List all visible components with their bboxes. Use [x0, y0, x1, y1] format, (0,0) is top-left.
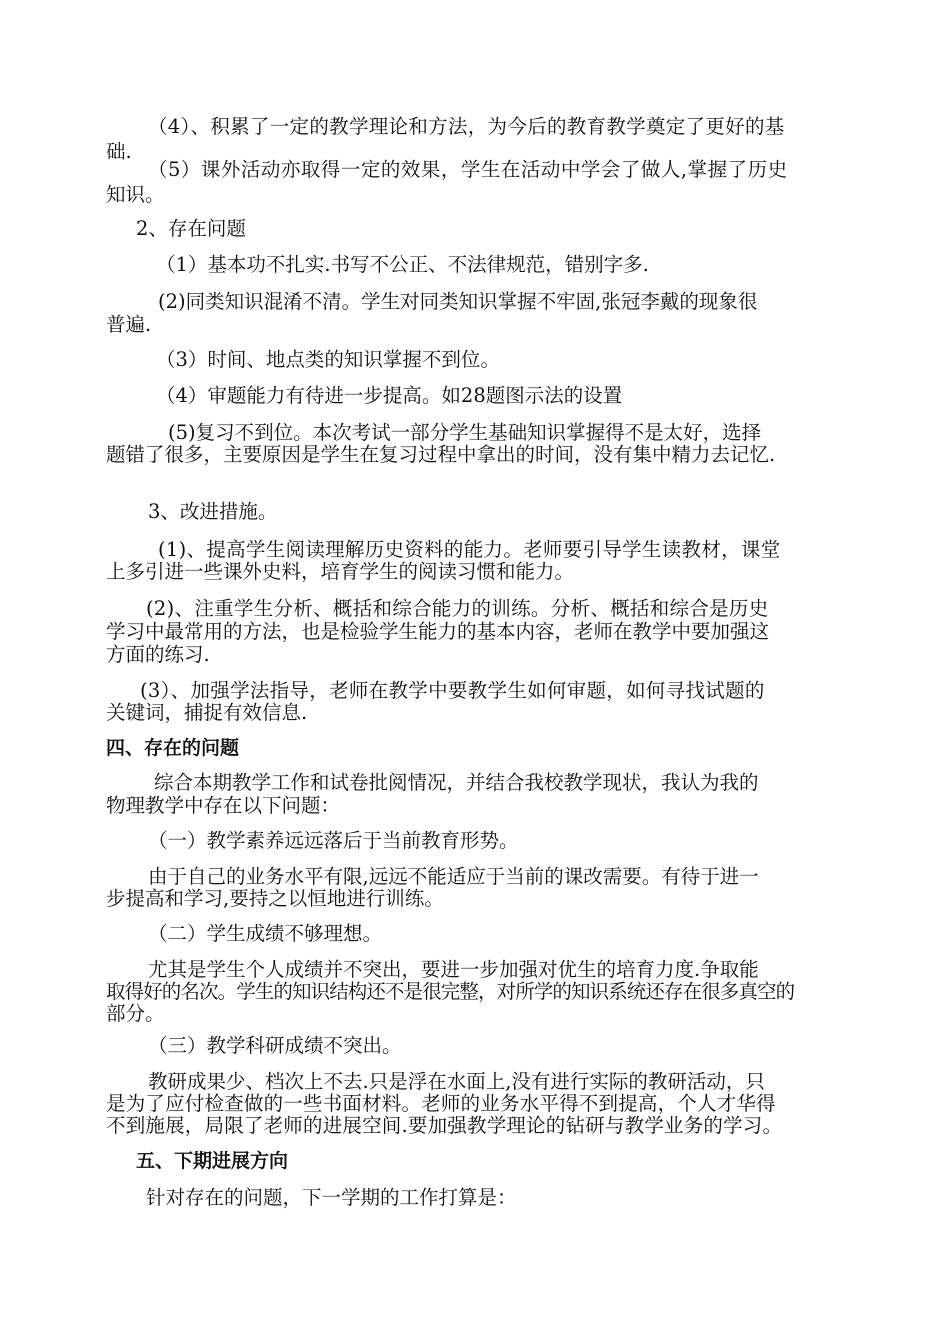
paragraph-line: 学习中最常用的方法，也是检验学生能力的基本内容，老师在教学中要加强这	[106, 620, 770, 643]
paragraph-line: 题错了很多，主要原因是学生在复习过程中拿出的时间，没有集中精力去记忆.	[106, 443, 776, 466]
paragraph-line: （4）、积累了一定的教学理论和方法，为今后的教育教学奠定了更好的基	[148, 115, 785, 138]
paragraph-line: 教研成果少、档次上不去.只是浮在水面上,没有进行实际的教研活动，只	[148, 1070, 765, 1093]
paragraph-line: 部分。	[106, 1002, 165, 1025]
paragraph-line: 尤其是学生个人成绩并不突出，要进一步加强对优生的培育力度.争取能	[148, 958, 759, 981]
paragraph-line: 取得好的名次。学生的知识结构还不是很完整，对所学的知识系统还存在很多真空的	[106, 980, 795, 1003]
paragraph-line: 针对存在的问题，下一学期的工作打算是：	[146, 1186, 517, 1209]
paragraph-line: （1）基本功不扎实.书写不公正、不法律规范，错别字多.	[156, 253, 649, 276]
paragraph-line: (3）、加强学法指导，老师在教学中要教学生如何审题，如何寻找试题的	[140, 679, 765, 702]
paragraph-line: 由于自己的业务水平有限,远远不能适应于当前的课改需要。有待于进一	[148, 865, 759, 888]
paragraph-line: 步提高和学习,要持之以恒地进行训练。	[106, 887, 444, 910]
paragraph-line: (1)、提高学生阅读理解历史资料的能力。老师要引导学生读教材，课堂	[158, 538, 781, 561]
paragraph-line: （5）课外活动亦取得一定的效果，学生在活动中学会了做人,掌握了历史	[148, 158, 788, 181]
paragraph-line: 不到施展，局限了老师的进展空间.要加强教学理论的钻研与教学业务的学习。	[106, 1114, 783, 1137]
subsection-heading: （三）教学科研成绩不突出。	[148, 1034, 402, 1057]
paragraph-line: 物理教学中存在以下问题：	[106, 794, 341, 817]
section-heading: 3、改进措施。	[148, 500, 278, 523]
paragraph-line: 关键词，捕捉有效信息.	[106, 701, 308, 724]
paragraph-line: 综合本期教学工作和试卷批阅情况，并结合我校教学现状，我认为我的	[154, 771, 759, 794]
paragraph-line: (2)、注重学生分析、概括和综合能力的训练。分析、概括和综合是历史	[146, 597, 769, 620]
paragraph-line: 方面的练习.	[106, 643, 210, 666]
paragraph-line: 础.	[106, 140, 132, 163]
paragraph-line: （3）时间、地点类的知识掌握不到位。	[156, 348, 500, 371]
paragraph-line: (2)同类知识混淆不清。学生对同类知识掌握不牢固,张冠李戴的现象很	[158, 290, 758, 313]
paragraph-line: 知识。	[106, 183, 165, 206]
paragraph-line: 是为了应付检查做的一些书面材料。老师的业务水平得不到提高，个人才华得	[106, 1092, 776, 1115]
paragraph-line: (5)复习不到位。本次考试一部分学生基础知识掌握得不是太好，选择	[168, 421, 762, 444]
section-heading-4: 四、存在的问题	[106, 737, 240, 759]
section-heading: 2、存在问题	[136, 217, 246, 240]
subsection-heading: （二）学生成绩不够理想。	[148, 922, 383, 945]
subsection-heading: （一）教学素养远远落后于当前教育形势。	[148, 829, 519, 852]
paragraph-line: 普遍.	[106, 313, 152, 336]
paragraph-line: （4）审题能力有待进一步提高。如28题图示法的设置	[156, 384, 623, 407]
section-heading-5: 五、下期进展方向	[136, 1150, 289, 1172]
paragraph-line: 上多引进一些课外史料，培育学生的阅读习惯和能力。	[106, 560, 575, 583]
